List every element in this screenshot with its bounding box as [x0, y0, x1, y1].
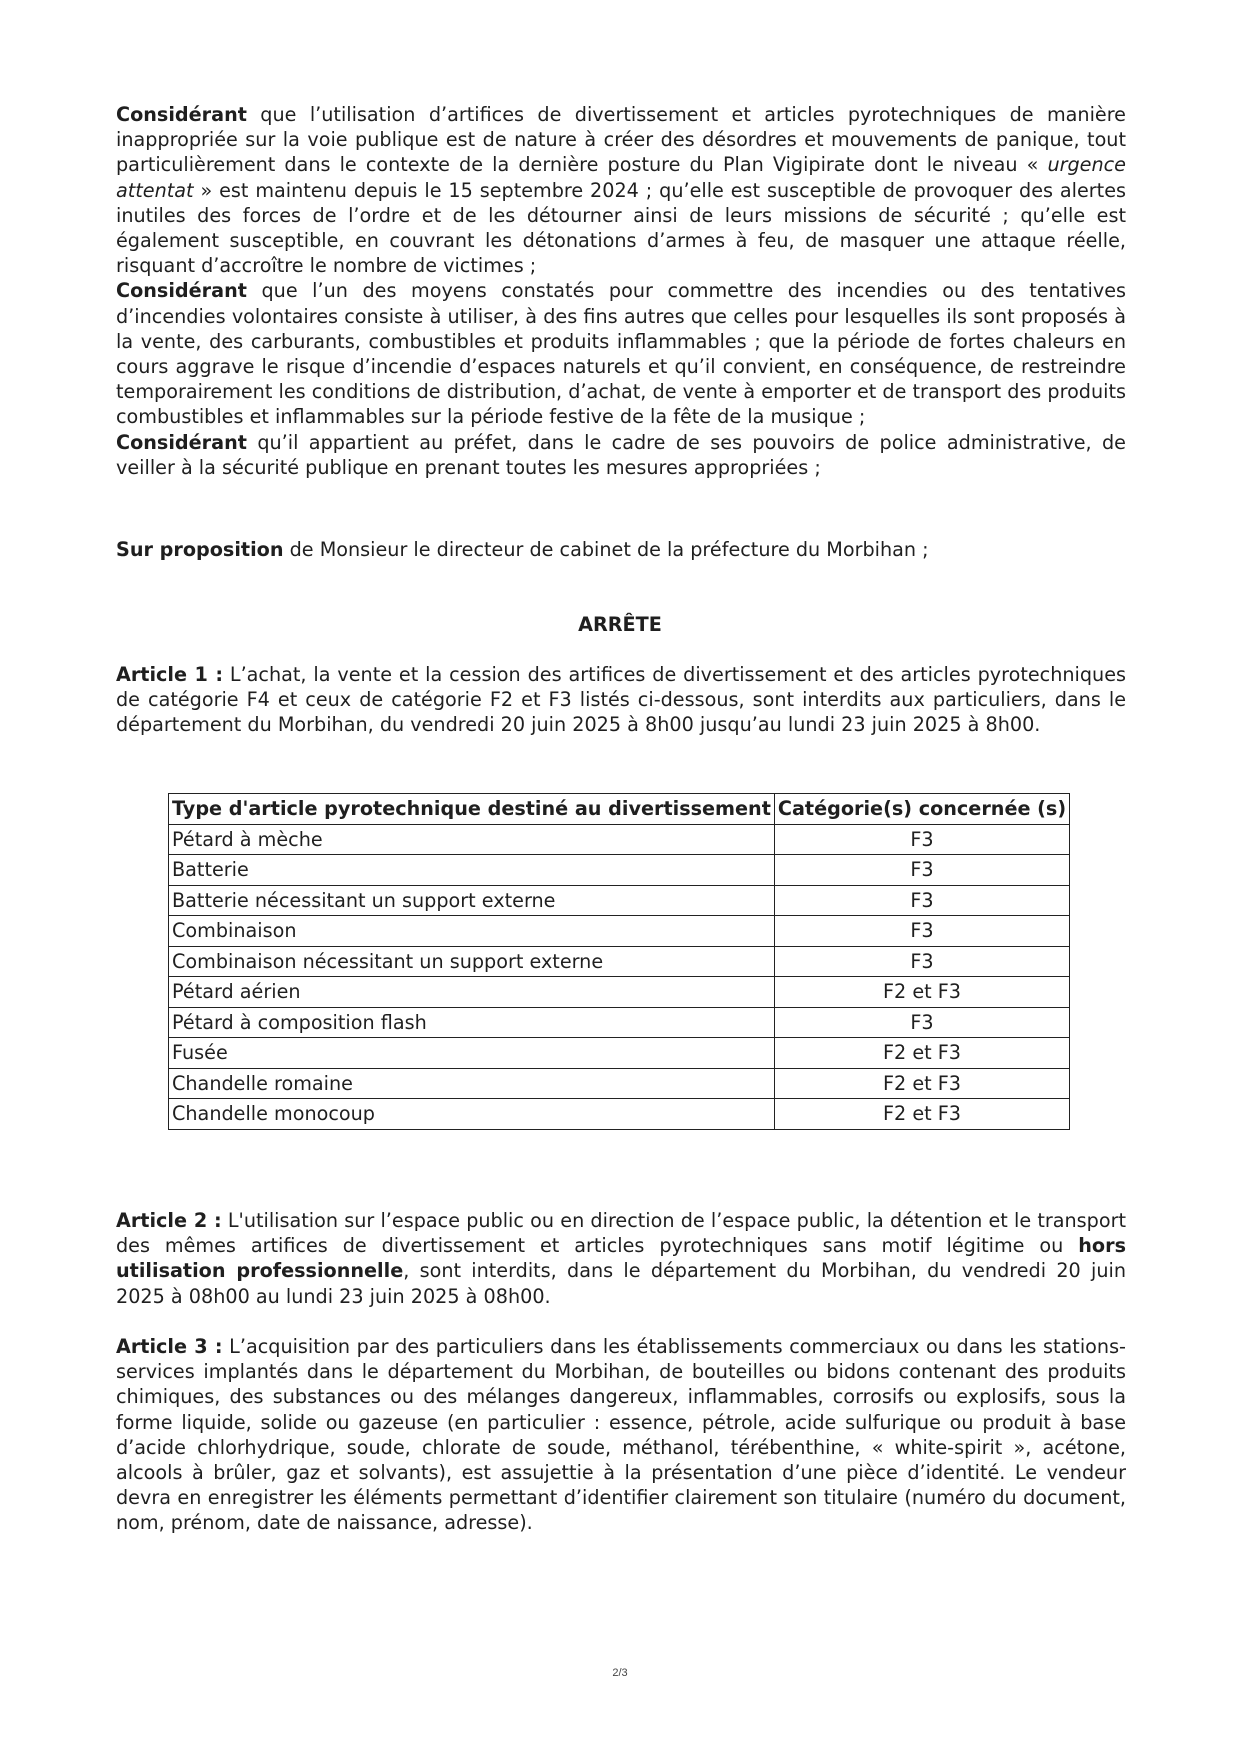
table-row	[169, 1007, 1070, 1038]
table-cell-category: F3	[774, 855, 1069, 886]
considerant-1	[116, 102, 1126, 278]
table-row	[169, 885, 1070, 916]
article-2-text: L'utilisation sur l’espace public ou en direction de l’espace public, la détention et le transport des mêmes artifices de divertissement et articles pyrotechniques sans motif légitime ou	[116, 1209, 1126, 1258]
proposition-paragraph	[116, 537, 1126, 562]
table-row	[169, 824, 1070, 855]
table-cell-category: F2 et F3	[774, 1038, 1069, 1069]
considerant-text: qu’il appartient au préfet, dans le cadre de ses pouvoirs de police administrative, de veiller à la sécurité publique en prenant toutes les mesures appropriées ;	[116, 430, 1126, 479]
table-cell-type: Pétard aérien	[169, 977, 775, 1008]
considerant-2	[116, 278, 1126, 429]
table-cell-type: Chandelle romaine	[169, 1068, 775, 1099]
article-1	[116, 662, 1126, 738]
pyrotechnics-table	[168, 793, 1070, 1130]
article-1-lead: Article 1 :	[116, 663, 223, 686]
table-header-category: Catégorie(s) concernée (s)	[774, 794, 1069, 825]
table-row	[169, 916, 1070, 947]
proposition-lead: Sur proposition	[116, 538, 284, 561]
article-1-text: L’achat, la vente et la cession des artifices de divertissement et des articles pyrotechniques de catégorie F4 et ceux de catégorie F2 et F3 listés ci-dessous, sont interdits aux particuliers, dans le département du Morbihan, du vendredi 20 juin 2025 à 8h00 jusqu’au lundi 23 juin 2025 à 8h00.	[116, 663, 1126, 737]
article-3-lead: Article 3 :	[116, 1335, 223, 1358]
article-2	[116, 1208, 1126, 1309]
considerant-text: que l’un des moyens constatés pour commettre des incendies ou des tentatives d’incendies volontaires consiste à utiliser, à des fins autres que celles pour lesquelles ils sont proposés à la vente, des carburants, combustibles et produits inflammables ; que la période de fortes chaleurs en cours aggrave le risque d’incendie d’espaces naturels et qu’il convient, en conséquence, de restreindre temporairement les conditions de distribution, d’achat, de vente à emporter et de transport des produits combustibles et inflammables sur la période festive de la fête de la musique ;	[116, 279, 1126, 429]
article-2-text: , sont interdits, dans le département du Morbihan, du vendredi 20 juin 2025 à 08h00 au lundi 23 juin 2025 à 08h00.	[116, 1259, 1126, 1308]
table-cell-category: F3	[774, 885, 1069, 916]
table-cell-category: F2 et F3	[774, 1068, 1069, 1099]
table-cell-category: F2 et F3	[774, 1099, 1069, 1130]
table-row	[169, 1038, 1070, 1069]
article-3-text: L’acquisition par des particuliers dans les établissements commerciaux ou dans les stations-services implantés dans le département du Morbihan, de bouteilles ou bidons contenant des produits chimiques, des substances ou des mélanges dangereux, inflammables, corrosifs ou explosifs, sous la forme liquide, solide ou gazeuse (en particulier : essence, pétrole, acide sulfurique ou produit à base d’acide chlorhydrique, soude, chlorate de soude, méthanol, térébenthine, « white-spirit », acétone, alcools à brûler, gaz et solvants), est assujettie à la présentation d’une pièce d’identité. Le vendeur devra en enregistrer les éléments permettant d’identifier clairement son titulaire (numéro du document, nom, prénom, date de naissance, adresse).	[116, 1335, 1126, 1535]
table-row	[169, 1068, 1070, 1099]
article-2-lead: Article 2 :	[116, 1209, 222, 1232]
table-cell-type: Pétard à composition flash	[169, 1007, 775, 1038]
considerant-3	[116, 430, 1126, 480]
table-cell-category: F3	[774, 916, 1069, 947]
table-cell-type: Chandelle monocoup	[169, 1099, 775, 1130]
considerant-lead: Considérant	[116, 103, 247, 126]
table-cell-type: Combinaison nécessitant un support externe	[169, 946, 775, 977]
table-cell-type: Combinaison	[169, 916, 775, 947]
table-cell-category: F3	[774, 946, 1069, 977]
considerant-text: » est maintenu depuis le 15 septembre 2024 ; qu’elle est susceptible de provoquer des alertes inutiles des forces de l’ordre et de les détourner ainsi de leurs missions de sécurité ; qu’elle est également susceptible, en couvrant les détonations d’armes à feu, de masquer une attaque réelle, risquant d’accroître le nombre de victimes ;	[116, 178, 1126, 278]
table-cell-type: Batterie	[169, 855, 775, 886]
table-row	[169, 855, 1070, 886]
table-header-type: Type d'article pyrotechnique destiné au divertissement	[169, 794, 775, 825]
table-cell-type: Fusée	[169, 1038, 775, 1069]
considerant-lead: Considérant	[116, 279, 247, 303]
arrete-title: ARRÊTE	[578, 613, 662, 636]
table-row	[169, 977, 1070, 1008]
article-3	[116, 1334, 1126, 1536]
proposition-text: de Monsieur le directeur de cabinet de la préfecture du Morbihan ;	[283, 538, 929, 561]
table-cell-type: Pétard à mèche	[169, 824, 775, 855]
article-2-bold: hors utilisation professionnelle	[116, 1234, 1126, 1283]
table-row	[169, 1099, 1070, 1130]
table-row	[169, 946, 1070, 977]
page-number: 2/3	[612, 1667, 628, 1679]
table-cell-category: F2 et F3	[774, 977, 1069, 1008]
table-cell-type: Batterie nécessitant un support externe	[169, 885, 775, 916]
considerant-italic: urgence attentat	[116, 153, 1126, 202]
table-header-row	[169, 794, 1070, 825]
considerant-lead: Considérant	[116, 430, 247, 454]
considerants-block	[116, 102, 1126, 480]
table-cell-category: F3	[774, 824, 1069, 855]
table-cell-category: F3	[774, 1007, 1069, 1038]
considerant-text: que l’utilisation d’artifices de divertissement et articles pyrotechniques de manière inappropriée sur la voie publique est de nature à créer des désordres et mouvements de panique, tout particulièrement dans le contexte de la dernière posture du Plan Vigipirate dont le niveau «	[116, 103, 1126, 177]
